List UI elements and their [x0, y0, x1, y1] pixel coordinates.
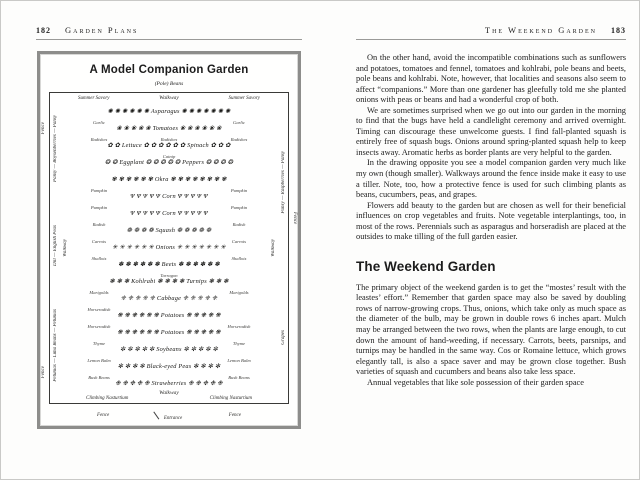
- entrance: [156, 411, 182, 420]
- interplant-label: Horseradish: [87, 323, 111, 329]
- companion-garden-panel: [37, 51, 301, 429]
- bottom-fence-left-label: Fence: [97, 413, 110, 418]
- border-crop-label: Dill — English Peas: [52, 224, 58, 266]
- border-crop-label: Pansy — Raspberries — Pansy: [280, 151, 286, 214]
- garden-row: [70, 240, 268, 251]
- border-crop-label: Grapes: [280, 330, 286, 345]
- garden-row: [70, 376, 268, 387]
- interplant-label: Radish: [232, 221, 246, 227]
- left-border-strip: [50, 93, 70, 403]
- row-plants-and-label: ✼ ✼ ✼ ✼ ✼ Soybeans ✼ ✼ ✼ ✼ ✼: [120, 345, 218, 353]
- interplant-label: Carrots: [231, 238, 247, 244]
- interplant-label: Carrots: [91, 238, 107, 244]
- interplant-label: Garlic: [93, 119, 105, 125]
- interplant-label: Pumpkin: [90, 204, 108, 210]
- interplant-label: Tarragon: [160, 272, 178, 278]
- garden-row: [70, 172, 268, 183]
- summer-savory-left-label: Summer Savory: [78, 95, 110, 101]
- climbing-nasturtium-right-label: Climbing Nasturtium: [209, 396, 252, 401]
- interplant-label: Pumpkin: [90, 187, 108, 193]
- interplant-label: Radishes: [230, 136, 248, 142]
- garden-row: [70, 155, 268, 166]
- interplant-label: Marigolds: [89, 289, 109, 295]
- interplant-label: Horseradish: [87, 306, 111, 312]
- paragraph: On the other hand, avoid the incompatible combinations such as sunflowers and potatoes, tomatoes and fennel, tomatoes and kohlrabi, pole beans and beets, pole beans and kohlrabi. Note, however, that localities and seasons also seem to affect “companions.” More than one gardener has gleefully told me she planted onions with peas or beans and had a wonderful crop of both.: [356, 53, 626, 105]
- left-page-header: [36, 25, 302, 40]
- row-plants-and-label: Ψ Ψ Ψ Ψ Ψ Corn Ψ Ψ Ψ Ψ Ψ: [130, 192, 208, 200]
- interplant-label: Lemon Balm: [87, 357, 111, 363]
- row-plants-and-label: ❈ ❈ ❈ ❈ ❈ Cabbage ❈ ❈ ❈ ❈ ❈: [120, 294, 218, 302]
- border-crop-label: Petunias — Lima Beans — Petunias: [52, 308, 58, 382]
- climbing-nasturtium-left-label: Climbing Nasturtium: [86, 396, 129, 401]
- fence-label-right: Fence: [292, 212, 297, 225]
- interplant-label: Pumpkin: [230, 187, 248, 193]
- interplant-label: Radishes: [90, 136, 108, 142]
- interplant-label: Radishes: [160, 136, 178, 142]
- interplant-label: Thyme: [92, 340, 106, 346]
- entrance-pointer-line: [153, 412, 159, 420]
- nasturtium-row: [70, 396, 268, 402]
- interplant-label: Radish: [92, 221, 106, 227]
- interplant-label: [224, 172, 254, 177]
- paragraph: Flowers add beauty to the garden but are chosen as well for their beneficial influences on crop vegetables and fruits. Note vegetable interplantings, too, in most of the rows. Perennials such as asparagus and horseradish are placed at the outsides to make tilling of the full garden easier.: [356, 200, 626, 242]
- garden-row: [70, 359, 268, 370]
- fence-label-left-bottom: Fence: [41, 365, 46, 378]
- right-border-strip: [268, 93, 288, 403]
- paragraph: In the drawing opposite you see a model companion garden very much like my own (though smaller). Walkways around the fence inside make it easy to use a tiller. Note, too, how a protective fence is used for such climbing plants as beans, cucumbers, peas, and grapes.: [356, 158, 626, 200]
- interplant-label: Garlic: [233, 119, 245, 125]
- interplant-label: Horseradish: [227, 323, 251, 329]
- border-crop-label: Pansy — Boysenberries — Pansy: [52, 114, 58, 182]
- interplant-label: Thyme: [232, 340, 246, 346]
- row-plants-and-label: ✺ ✺ ✺ ✺ ✺ ✺ Asparagus ✺ ✺ ✺ ✺ ✺ ✺ ✺: [107, 107, 231, 115]
- bottom-walkway-label: Walkway: [159, 390, 179, 396]
- right-running-head: The Weekend Garden: [484, 25, 597, 35]
- garden-row: [70, 342, 268, 353]
- bottom-fence-right-label: Fence: [228, 413, 241, 418]
- left-running-head: Garden Plans: [65, 25, 139, 35]
- garden-row: [70, 257, 268, 268]
- garden-row: [70, 274, 268, 285]
- row-plants-and-label: ❂ ❂ Eggplant ❂ ❂ ❂ ❂ ❂ Peppers ❂ ❂ ❂ ❂: [104, 158, 234, 166]
- garden-row: [70, 104, 268, 115]
- row-plants-and-label: ❋ ❋ ❋ ❋ ❋ ❋ Potatoes ❋ ❋ ❋ ❋ ❋: [117, 311, 221, 319]
- row-plants-and-label: ❉ ❉ ❉ ❉ ❉ Strawberries ❉ ❉ ❉ ❉ ❉: [115, 379, 223, 387]
- planting-area: [70, 93, 268, 403]
- right-walkway-label: Walkway: [270, 239, 276, 257]
- garden-row: [70, 189, 268, 200]
- row-plants-and-label: ✾ ✾ ✾ ✾ ✾ ✾ Okra ✾ ✾ ✾ ✾ ✾ ✾ ✾ ✾: [111, 175, 227, 183]
- left-walkway-label: Walkway: [62, 239, 68, 257]
- garden-diagram: [41, 81, 297, 421]
- interplant-label: Pumpkin: [230, 204, 248, 210]
- row-plants-and-label: ✳ ✳ ✳ ✳ ✳ ✳ Onions ✳ ✳ ✳ ✳ ✳ ✳ ✳: [112, 243, 226, 251]
- pole-beans-label: (Pole) Beans: [154, 81, 184, 87]
- garden-row: [70, 138, 268, 149]
- interplant-label: [84, 172, 114, 177]
- left-page-number: 182: [36, 26, 51, 35]
- interplant-label: Catnip: [162, 153, 176, 159]
- paragraph: We are sometimes surprised when we go out into our garden in the morning to find that the bugs have held a candlelight ceremony and arrived overnight. Timing can discourage these unwelcome guests. I find fall-planted squash is entirely free of squash bugs. Onions around spring-planted squash help to keep insects away. Aromatic herbs as border plants are very helpful to the garden.: [356, 105, 626, 157]
- interplant-label: Marigolds: [229, 289, 249, 295]
- panel-title: A Model Companion Garden: [89, 64, 249, 76]
- garden-row: [70, 223, 268, 234]
- row-plants-and-label: ❁ ❁ ❁ ❁ Squash ❁ ❁ ❁ ❁ ❁: [126, 226, 212, 234]
- interplant-label: Bush Beans: [228, 374, 250, 380]
- top-walkway-label: Walkway: [159, 95, 179, 101]
- section-heading: The Weekend Garden: [356, 258, 496, 274]
- summer-savory-right-label: Summer Savory: [228, 95, 260, 101]
- right-page-number: 183: [611, 26, 626, 35]
- paragraph: The primary object of the weekend garden is to get the “mostes’ result with the leastes’ effort.” Remember that garden space may also be saved by doubling rows of narrow-growing crops. Thus, onions, which take only as much space as the diameter of the bulb, may be grown in double rows 6 inches apart. Mulch may be arranged between the two rows, when the plants are large enough, to cut down the amount of hand-weeding, if necessary. Carrots, beets, parsnips, and turnips may be handled in the same way. Cos or Romaine lettuce, which grows elegantly tall, is also a space saver and may be grown close together. Bush varieties of squash and cucumbers and beans also take less space.: [356, 282, 626, 377]
- interplant-label: Lemon Balm: [227, 357, 251, 363]
- fence-label-left-top: Fence: [41, 122, 46, 135]
- row-plants-and-label: ✽ ✽ ✽ ✽ ✽ ✽ Beets ✽ ✽ ✽ ✽ ✽ ✽: [118, 260, 220, 268]
- row-plants-and-label: Ψ Ψ Ψ Ψ Ψ Corn Ψ Ψ Ψ Ψ Ψ: [130, 209, 208, 217]
- right-border-crops: [278, 93, 288, 403]
- garden-row: [70, 121, 268, 132]
- interplant-label: Bush Beans: [88, 374, 110, 380]
- garden-row: [70, 291, 268, 302]
- garden-row: [70, 325, 268, 336]
- interplant-label: [224, 308, 254, 313]
- fence-box: [49, 92, 289, 404]
- garden-row: [70, 206, 268, 217]
- row-plants-and-label: ❃ ❃ ❃ Kohlrabi ❃ ❃ ❃ ❃ Turnips ❃ ❃ ❃: [109, 277, 229, 285]
- right-page-body: [356, 53, 626, 388]
- interplant-label: Shallots: [231, 255, 247, 261]
- entrance-label: Entrance: [163, 416, 183, 421]
- interplant-label: Shallots: [91, 255, 107, 261]
- row-plants-and-label: ✿ ✿ Lettuce ✿ ✿ ✿ ✿ ✿ ✿ Spinach ✿ ✿ ✿: [107, 141, 231, 149]
- garden-row: [70, 308, 268, 319]
- garden-rows: [70, 101, 268, 390]
- row-plants-and-label: ✻ ✻ ✻ ✻ Black-eyed Peas ✻ ✻ ✻ ✻: [117, 362, 221, 370]
- row-plants-and-label: ❀ ❀ ❀ ❀ ❀ Tomatoes ❀ ❀ ❀ ❀ ❀ ❀: [116, 124, 222, 132]
- right-page-header: [356, 25, 626, 40]
- row-plants-and-label: ❋ ❋ ❋ ❋ ❋ ❋ Potatoes ❋ ❋ ❋ ❋ ❋: [117, 328, 221, 336]
- paragraph: Annual vegetables that like sole possession of their garden space: [367, 377, 584, 387]
- left-border-crops: [50, 93, 60, 403]
